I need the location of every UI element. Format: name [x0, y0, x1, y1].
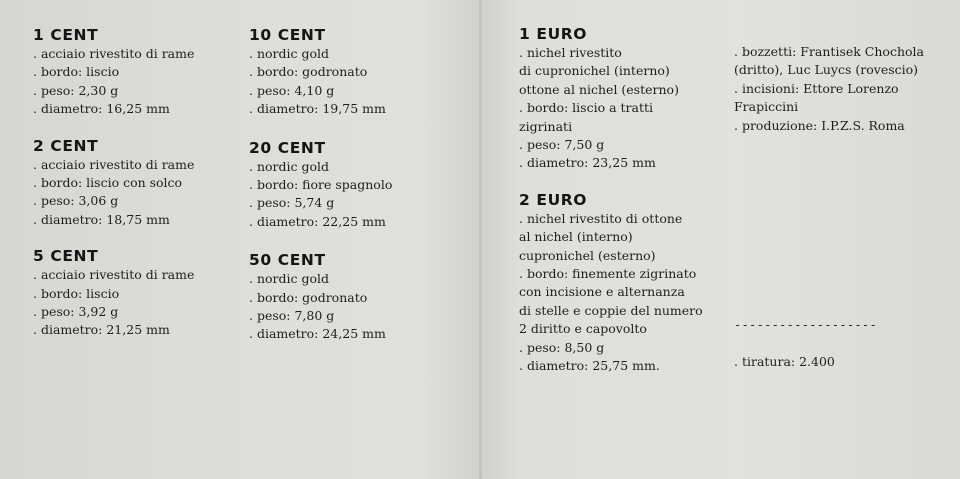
spec-line: . acciaio rivestito di rame [33, 267, 195, 283]
spec-line: al nichel (interno) [519, 229, 633, 245]
spec-line: . peso: 7,80 g [249, 308, 335, 324]
page-fold [479, 0, 482, 479]
spec-line: . acciaio rivestito di rame [33, 156, 195, 172]
spec-line: . peso: 4,10 g [249, 82, 335, 98]
credit-line: (dritto), Luc Luycs (rovescio) [734, 62, 919, 78]
coin-title: 1 CENT [33, 26, 99, 44]
coin-spec-10-cent [249, 26, 392, 119]
right-column-1 [519, 25, 703, 376]
left-column-2 [249, 26, 392, 344]
spec-line: . peso: 3,06 g [33, 193, 119, 209]
coin-spec-2-euro [519, 191, 703, 376]
spec-line: . diametro: 21,25 mm [33, 322, 170, 338]
spec-line: con incisione e alternanza [519, 284, 685, 300]
spec-line: . bordo: liscio a tratti [519, 100, 653, 116]
coin-spec-50-cent [249, 251, 392, 344]
coin-title: 2 EURO [519, 190, 588, 209]
credit-line: . bozzetti: Frantisek Chochola [734, 44, 924, 59]
tiratura-line: . tiratura: 2.400 [734, 354, 835, 369]
spec-line: . diametro: 18,75 mm [33, 211, 170, 227]
spec-line: 2 diritto e capovolto [519, 321, 647, 337]
spec-line: . diametro: 19,75 mm [249, 101, 386, 117]
spec-line: di cupronichel (interno) [519, 63, 670, 79]
coin-title: 1 EURO [519, 25, 588, 43]
coin-title: 50 CENT [249, 251, 326, 270]
coin-spec-20-cent [249, 139, 392, 232]
spec-line: cupronichel (esterno) [519, 247, 656, 263]
spec-line: . diametro: 25,75 mm. [519, 358, 660, 374]
left-column-1 [33, 26, 194, 340]
spec-line: . nichel rivestito di ottone [519, 210, 683, 226]
spec-line: . diametro: 24,25 mm [249, 326, 386, 342]
spec-line: . peso: 3,92 g [33, 304, 119, 320]
spec-line: . bordo: liscio [33, 285, 120, 301]
spec-line: . bordo: finemente zigrinato [519, 266, 697, 282]
coin-title: 5 CENT [33, 247, 99, 266]
credits-block [734, 43, 924, 135]
spec-line: . peso: 7,50 g [519, 137, 605, 153]
separator-dashes: ------------------- [734, 318, 877, 332]
spec-line: . diametro: 23,25 mm [519, 155, 656, 171]
spec-line: . nordic gold [249, 158, 329, 174]
credit-line: . incisioni: Ettore Lorenzo [734, 80, 899, 96]
coin-spec-5-cent [33, 247, 194, 340]
coin-title: 10 CENT [249, 26, 326, 44]
spec-line: . diametro: 16,25 mm [33, 101, 170, 117]
spec-line: . peso: 8,50 g [519, 339, 605, 355]
spec-line: . bordo: liscio con solco [33, 175, 183, 191]
spec-line: zigrinati [519, 118, 573, 134]
spec-line: . bordo: godronato [249, 64, 368, 80]
spec-line: . acciaio rivestito di rame [33, 46, 195, 61]
spec-line: ottone al nichel (esterno) [519, 81, 679, 97]
spec-line: . bordo: godronato [249, 289, 368, 305]
coin-spec-2-cent [33, 137, 194, 230]
spec-line: . nordic gold [249, 46, 329, 61]
credit-line: . produzione: I.P.Z.S. Roma [734, 117, 905, 133]
coin-title: 2 CENT [33, 136, 99, 155]
spec-line: . nordic gold [249, 271, 329, 287]
coin-spec-1-euro [519, 25, 703, 173]
spec-line: . peso: 2,30 g [33, 82, 119, 98]
spec-line: di stelle e coppie del numero [519, 302, 703, 318]
coin-spec-1-cent [33, 26, 194, 119]
spec-line: . peso: 5,74 g [249, 195, 335, 211]
coin-title: 20 CENT [249, 138, 326, 157]
spec-line: . bordo: fiore spagnolo [249, 177, 393, 193]
spec-line: . nichel rivestito [519, 45, 622, 60]
spec-line: . diametro: 22,25 mm [249, 213, 386, 229]
spec-line: . bordo: liscio [33, 64, 120, 80]
credit-line: Frapiccini [734, 99, 799, 115]
